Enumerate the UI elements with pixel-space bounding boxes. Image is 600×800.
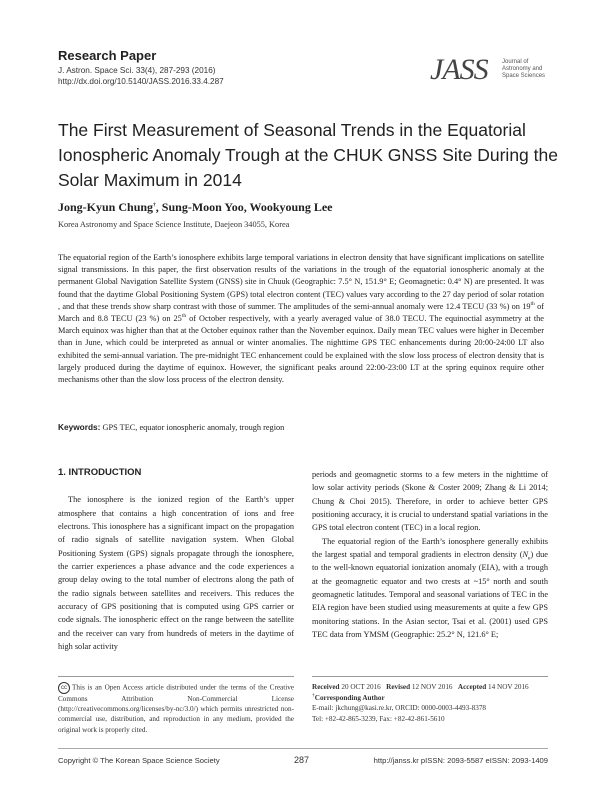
corr-mark: † xyxy=(312,692,315,699)
creative-commons-icon: cc xyxy=(58,682,70,694)
intro-paragraph-3 xyxy=(312,535,548,642)
abstract-text-2: of March and 8.8 TECU (23 %) on 25 xyxy=(58,301,544,324)
license-text: This is an Open Access article distributed under the terms of the Creative Commons Attribution Non-Commercial License (http://creativecommons.org/licenses/by-nc/3.0/) which permits unrestricted non-commercial use, distribution, and reproduction in any medium, provided the original work is properly cited. xyxy=(58,683,294,734)
logo-word: JASS xyxy=(430,53,488,86)
accepted-date: 14 NOV 2016 xyxy=(488,683,529,691)
revised-date: 12 NOV 2016 xyxy=(411,683,453,691)
page-number: 287 xyxy=(294,755,310,765)
author-1: Jong-Kyun Chung xyxy=(58,200,154,214)
intro-paragraph-2: periods and geomagnetic storms to a few meters in the nighttime of low solar activity periods (Skone & Coster 2009; Zhang & Li 2014; Chung & Choi 2015). Therefore, in order to achieve better GPS positioning accuracy, it is crucial to understand spatial variations in the GPS total electron content (TEC) in a local region. xyxy=(312,470,548,533)
electron-density-subscript: e xyxy=(528,555,531,562)
accepted-label: Accepted xyxy=(457,683,487,691)
corresponding-author xyxy=(312,693,552,704)
journal-header xyxy=(58,48,378,87)
author-email[interactable]: E-mail: jkchung@kasi.re.kr, ORCID: 0000-0003-4493-8378 xyxy=(312,704,487,712)
paper-title: The First Measurement of Seasonal Trends in the Equatorial Ionospheric Anomaly Trough at the CHUK GNSS Site During the Solar Maximum in 2014 xyxy=(58,120,558,190)
logo-subtitle xyxy=(502,59,572,80)
abstract-text-3: of October respectively, with a yearly averaged value of 38.0 TECU. The equinoctial asymmetry at the March equinox was higher than that at the October equinox rather than the November equinox. Daily mean TEC values were higher in December than in June, which could be interpreted as annual or winter anomalies. The nighttime GPS TEC enhancements during 20:00-24:00 LT also exhibited the semi-annual variation. The pre-midnight TEC enhancement could be explained with the slow loss process of electron density that is largely produced during the daytime of equinox. However, the significant peaks around 22:00-23:00 LT at the spring equinox require other mechanisms other than the slow loss process of the electron density. xyxy=(58,314,544,385)
revised-label: Revised xyxy=(386,683,411,691)
logo-line-2: Astronomy and xyxy=(502,66,543,72)
other-authors: , Sung-Moon Yoo, Wookyoung Lee xyxy=(155,200,333,214)
author-list xyxy=(58,200,333,215)
footnote-divider-left xyxy=(58,676,294,677)
license-note xyxy=(58,682,294,735)
doi-link[interactable]: http://dx.doi.org/10.5140/JASS.2016.33.4.287 xyxy=(58,77,224,86)
footnote-divider-right xyxy=(312,676,548,677)
received-label: Received xyxy=(312,683,340,691)
logo-line-1: Journal of xyxy=(502,59,529,65)
right-column xyxy=(312,468,548,641)
received-info xyxy=(312,682,552,724)
author-phone: Tel: +82-42-865-3239, Fax: +82-42-861-5610 xyxy=(312,714,445,723)
citation: J. Astron. Space Sci. 33(4), 287-293 (2016) xyxy=(58,66,216,75)
intro-paragraph-1: The ionosphere is the ionized region of the Earth’s upper atmosphere that contains a high concentration of ions and free electrons. This ionosphere has a significant impact on the propagation of radio signals of satellite navigation system. When Global Positioning System (GPS) signals propagate through the ionosphere, the carrier experiences a phase advance and the code experiences a group delay owing to the total number of electrons along the path of the radio signals between satellites and receivers. This reduces the accuracy of GPS positioning that is computed using GPS carrier or code signals. The ionospheric effect on the range between the satellite and the receiver can vary from hundreds of meters in the daytime of high solar activity xyxy=(58,495,294,652)
para3-text-b: ) due to the well-known equatorial ionization anomaly (EIA), with a trough at the geomagnetic equator and two crests at ~15° north and south geomagnetic latitudes. Temporal and seasonal variations of TEC in the EIA region have been studied using measurements at quite a few GPS monitoring stations. In the Asian sector, Tsai et al. (2001) used GPS TEC data from YMSM (Geographic: 25.2° N, 121.6° E; xyxy=(312,550,548,640)
keywords-text: GPS TEC, equator ionospheric anomaly, trough region xyxy=(100,423,285,432)
footer-divider xyxy=(58,748,548,749)
para3-text-a: The equatorial region of the Earth’s ionosphere generally exhibits the largest spatial and temporal gradients in electron density ( xyxy=(312,536,548,560)
abstract xyxy=(58,252,544,386)
left-column xyxy=(58,466,294,653)
copyright: Copyright © The Korean Space Science Society xyxy=(58,756,220,765)
dates-line xyxy=(312,682,552,693)
keywords xyxy=(58,422,544,432)
electron-density-symbol: N xyxy=(522,550,529,560)
received-date: 20 OCT 2016 xyxy=(341,683,381,691)
abstract-sup-1: th xyxy=(530,301,535,308)
abstract-sup-2: th xyxy=(181,313,187,320)
affiliation: Korea Astronomy and Space Science Institute, Daejeon 34055, Korea xyxy=(58,220,290,229)
section-heading: 1. INTRODUCTION xyxy=(58,467,142,478)
issn-info[interactable]: http://janss.kr pISSN: 2093-5587 eISSN: 2093-1409 xyxy=(373,756,548,765)
logo-line-3: Space Sciences xyxy=(502,73,546,79)
jass-logo xyxy=(430,53,550,97)
corresponding-mark: † xyxy=(153,202,156,208)
corr-label: Corresponding Author xyxy=(314,693,385,702)
abstract-text-1: The equatorial region of the Earth’s ionosphere exhibits large temporal variations in electron density that have significant implications on satellite signal transmissions. In this paper, the first observation results of the variations in the trough of the equatorial ionospheric anomaly at the permanent Global Navigation Satellite System (GNSS) site in Chuuk (Geographic: 7.5° N, 151.9° E; Geomagnetic: 0.4° N) are presented. It was found that the daytime Global Positioning System (GPS) total electron content (TEC) values vary according to the 27 day period of solar rotation , and that these trends show sharp contrast with those of summer. The amplitudes of the semi-annual anomaly were 12.4 TECU (33 %) on 19 xyxy=(58,253,544,311)
keywords-label: Keywords: xyxy=(58,422,101,432)
paper-type: Research Paper xyxy=(58,48,157,63)
